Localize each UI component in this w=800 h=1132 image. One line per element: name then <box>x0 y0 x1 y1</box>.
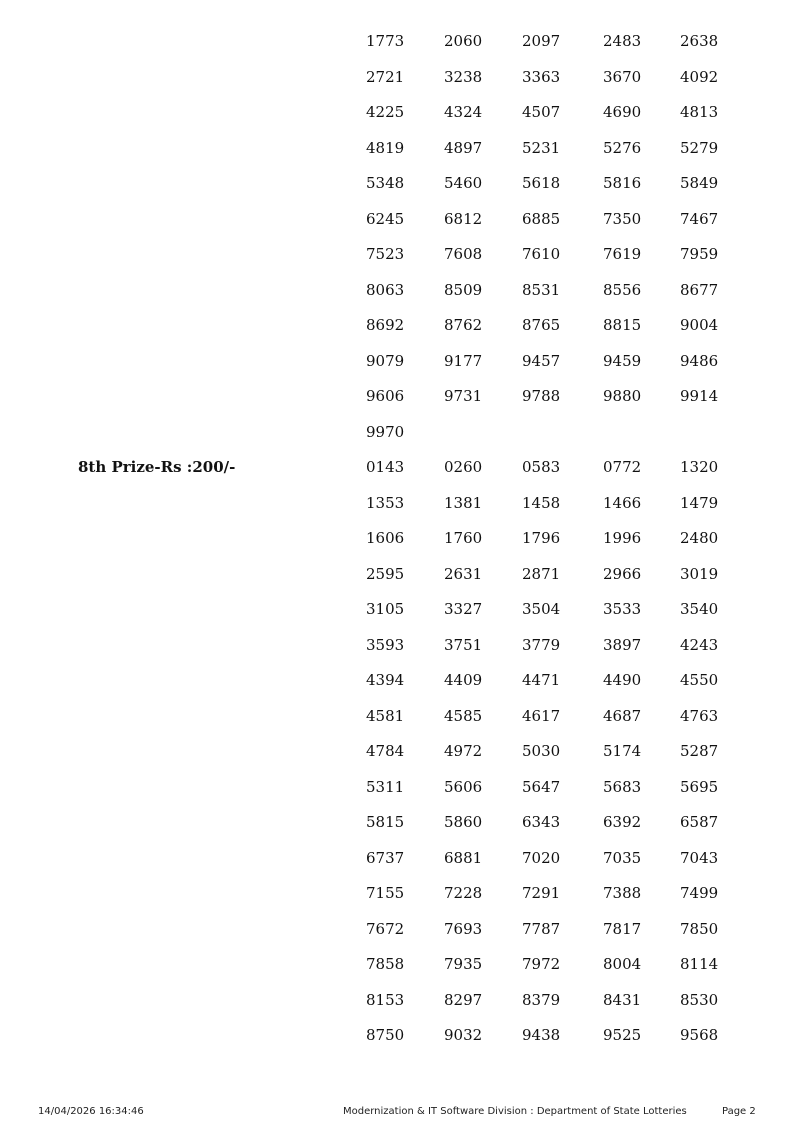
ticket-number: 8765 <box>522 316 561 334</box>
ticket-number: 9486 <box>680 351 719 370</box>
ticket-number: 1466 <box>603 493 642 512</box>
number-row <box>0 315 800 335</box>
ticket-number: 3327 <box>444 600 483 618</box>
ticket-number: 9568 <box>680 1026 719 1044</box>
ticket-number: 9177 <box>444 351 483 370</box>
number-row <box>0 280 800 300</box>
ticket-number: 3751 <box>444 635 483 654</box>
ticket-number: 3363 <box>522 67 561 86</box>
ticket-number: 8379 <box>522 990 561 1009</box>
ticket-number: 4394 <box>366 671 405 689</box>
number-row <box>0 954 800 974</box>
ticket-number: 5460 <box>444 174 483 192</box>
number-row <box>0 706 800 726</box>
ticket-number: 7610 <box>522 245 561 263</box>
number-row <box>0 244 800 264</box>
ticket-number: 3504 <box>522 600 561 618</box>
ticket-number: 3593 <box>366 635 405 654</box>
ticket-number: 7388 <box>603 884 642 902</box>
number-row <box>0 883 800 903</box>
ticket-number: 5287 <box>680 742 719 760</box>
ticket-number: 9914 <box>680 387 719 405</box>
ticket-number: 6885 <box>522 209 561 228</box>
ticket-number: 9079 <box>366 351 405 370</box>
ticket-number: 5815 <box>366 813 405 831</box>
number-row <box>0 493 800 513</box>
ticket-number: 5606 <box>444 777 483 796</box>
ticket-number: 9970 <box>366 422 405 441</box>
number-row <box>0 990 800 1010</box>
number-row <box>0 67 800 87</box>
number-row <box>0 209 800 229</box>
ticket-number: 4490 <box>603 671 642 689</box>
ticket-number: 9788 <box>522 387 561 405</box>
number-row <box>0 599 800 619</box>
ticket-number: 7693 <box>444 919 483 938</box>
ticket-number: 9438 <box>522 1026 561 1044</box>
ticket-number: 7672 <box>366 919 405 938</box>
number-row <box>0 422 800 442</box>
ticket-number: 2631 <box>444 564 483 583</box>
ticket-number: 5618 <box>522 174 561 192</box>
ticket-number: 9004 <box>680 316 719 334</box>
ticket-number: 4813 <box>680 103 719 121</box>
ticket-number: 4585 <box>444 706 483 725</box>
ticket-number: 4581 <box>366 706 405 725</box>
ticket-number: 4687 <box>603 706 642 725</box>
number-row <box>0 138 800 158</box>
ticket-number: 5030 <box>522 742 561 760</box>
ticket-number: 7817 <box>603 919 642 938</box>
ticket-number: 7467 <box>680 209 719 228</box>
ticket-number: 9525 <box>603 1026 642 1044</box>
ticket-number: 0772 <box>603 458 642 476</box>
ticket-number: 1479 <box>680 493 719 512</box>
ticket-number: 6392 <box>603 813 642 831</box>
ticket-number: 3897 <box>603 635 642 654</box>
number-row <box>0 1025 800 1045</box>
ticket-number: 7858 <box>366 955 405 973</box>
number-row <box>0 812 800 832</box>
ticket-number: 7043 <box>680 848 719 867</box>
ticket-number: 3779 <box>522 635 561 654</box>
ticket-number: 9731 <box>444 387 483 405</box>
ticket-number: 5860 <box>444 813 483 831</box>
ticket-number: 3105 <box>366 600 405 618</box>
ticket-number: 9459 <box>603 351 642 370</box>
footer-datetime: 14/04/2026 16:34:46 <box>38 1106 144 1117</box>
ticket-number: 4409 <box>444 671 483 689</box>
ticket-number: 7155 <box>366 884 405 902</box>
ticket-number: 5174 <box>603 742 642 760</box>
ticket-number: 4763 <box>680 706 719 725</box>
ticket-number: 5231 <box>522 138 561 157</box>
number-row <box>0 102 800 122</box>
ticket-number: 7228 <box>444 884 483 902</box>
ticket-number: 4550 <box>680 671 719 689</box>
ticket-number: 6812 <box>444 209 483 228</box>
ticket-number: 4092 <box>680 67 719 86</box>
ticket-number: 0143 <box>366 458 405 476</box>
ticket-number: 3019 <box>680 564 719 583</box>
ticket-number: 7499 <box>680 884 719 902</box>
ticket-number: 8750 <box>366 1026 405 1044</box>
ticket-number: 1796 <box>522 529 561 547</box>
ticket-number: 1773 <box>366 32 405 50</box>
ticket-number: 8677 <box>680 280 719 299</box>
ticket-number: 4690 <box>603 103 642 121</box>
ticket-number: 5279 <box>680 138 719 157</box>
ticket-number: 5849 <box>680 174 719 192</box>
ticket-number: 8815 <box>603 316 642 334</box>
number-row <box>0 848 800 868</box>
number-row <box>0 351 800 371</box>
ticket-number: 5816 <box>603 174 642 192</box>
number-row <box>0 173 800 193</box>
ticket-number: 7523 <box>366 245 405 263</box>
ticket-number: 1996 <box>603 529 642 547</box>
ticket-number: 6587 <box>680 813 719 831</box>
ticket-number: 1606 <box>366 529 405 547</box>
ticket-number: 4243 <box>680 635 719 654</box>
ticket-number: 8762 <box>444 316 483 334</box>
number-row <box>0 564 800 584</box>
ticket-number: 9032 <box>444 1026 483 1044</box>
footer-division: Modernization & IT Software Division : Department of State Lotteries <box>343 1106 687 1117</box>
ticket-number: 4507 <box>522 103 561 121</box>
ticket-number: 5683 <box>603 777 642 796</box>
ticket-number: 2097 <box>522 32 561 50</box>
number-row <box>0 457 800 477</box>
ticket-number: 4471 <box>522 671 561 689</box>
ticket-number: 8556 <box>603 280 642 299</box>
ticket-number: 7850 <box>680 919 719 938</box>
ticket-number: 2480 <box>680 529 719 547</box>
ticket-number: 8692 <box>366 316 405 334</box>
ticket-number: 6245 <box>366 209 405 228</box>
number-row <box>0 777 800 797</box>
ticket-number: 7972 <box>522 955 561 973</box>
ticket-number: 8114 <box>680 955 719 973</box>
ticket-number: 2595 <box>366 564 405 583</box>
number-row <box>0 31 800 51</box>
ticket-number: 3670 <box>603 67 642 86</box>
ticket-number: 8153 <box>366 990 405 1009</box>
ticket-number: 1760 <box>444 529 483 547</box>
ticket-number: 7035 <box>603 848 642 867</box>
number-row <box>0 670 800 690</box>
ticket-number: 1320 <box>680 458 719 476</box>
ticket-number: 2966 <box>603 564 642 583</box>
ticket-number: 2060 <box>444 32 483 50</box>
prize-label: 8th Prize-Rs :200/- <box>78 458 236 476</box>
ticket-number: 4972 <box>444 742 483 760</box>
ticket-number: 1353 <box>366 493 405 512</box>
number-row <box>0 528 800 548</box>
ticket-number: 8004 <box>603 955 642 973</box>
ticket-number: 5276 <box>603 138 642 157</box>
ticket-number: 0583 <box>522 458 561 476</box>
ticket-number: 4897 <box>444 138 483 157</box>
ticket-number: 8530 <box>680 990 719 1009</box>
ticket-number: 4225 <box>366 103 405 121</box>
number-row <box>0 386 800 406</box>
number-row <box>0 635 800 655</box>
ticket-number: 0260 <box>444 458 483 476</box>
ticket-number: 1458 <box>522 493 561 512</box>
number-row <box>0 741 800 761</box>
ticket-number: 4617 <box>522 706 561 725</box>
ticket-number: 5647 <box>522 777 561 796</box>
ticket-number: 6737 <box>366 848 405 867</box>
ticket-number: 2638 <box>680 32 719 50</box>
ticket-number: 4784 <box>366 742 405 760</box>
ticket-number: 1381 <box>444 493 483 512</box>
ticket-number: 9457 <box>522 351 561 370</box>
ticket-number: 6343 <box>522 813 561 831</box>
ticket-number: 7291 <box>522 884 561 902</box>
ticket-number: 5695 <box>680 777 719 796</box>
ticket-number: 4819 <box>366 138 405 157</box>
ticket-number: 7350 <box>603 209 642 228</box>
ticket-number: 2721 <box>366 67 405 86</box>
ticket-number: 8509 <box>444 280 483 299</box>
ticket-number: 8431 <box>603 990 642 1009</box>
ticket-number: 5311 <box>366 777 405 796</box>
ticket-number: 4324 <box>444 103 483 121</box>
ticket-number: 8063 <box>366 280 405 299</box>
footer-page-number: Page 2 <box>722 1106 756 1117</box>
ticket-number: 7935 <box>444 955 483 973</box>
ticket-number: 7619 <box>603 245 642 263</box>
ticket-number: 7959 <box>680 245 719 263</box>
ticket-number: 3533 <box>603 600 642 618</box>
ticket-number: 6881 <box>444 848 483 867</box>
ticket-number: 9606 <box>366 387 405 405</box>
ticket-number: 9880 <box>603 387 642 405</box>
ticket-number: 2871 <box>522 564 561 583</box>
ticket-number: 8531 <box>522 280 561 299</box>
ticket-number: 7787 <box>522 919 561 938</box>
ticket-number: 7020 <box>522 848 561 867</box>
number-row <box>0 919 800 939</box>
ticket-number: 5348 <box>366 174 405 192</box>
ticket-number: 7608 <box>444 245 483 263</box>
ticket-number: 3238 <box>444 67 483 86</box>
ticket-number: 3540 <box>680 600 719 618</box>
ticket-number: 2483 <box>603 32 642 50</box>
ticket-number: 8297 <box>444 990 483 1009</box>
